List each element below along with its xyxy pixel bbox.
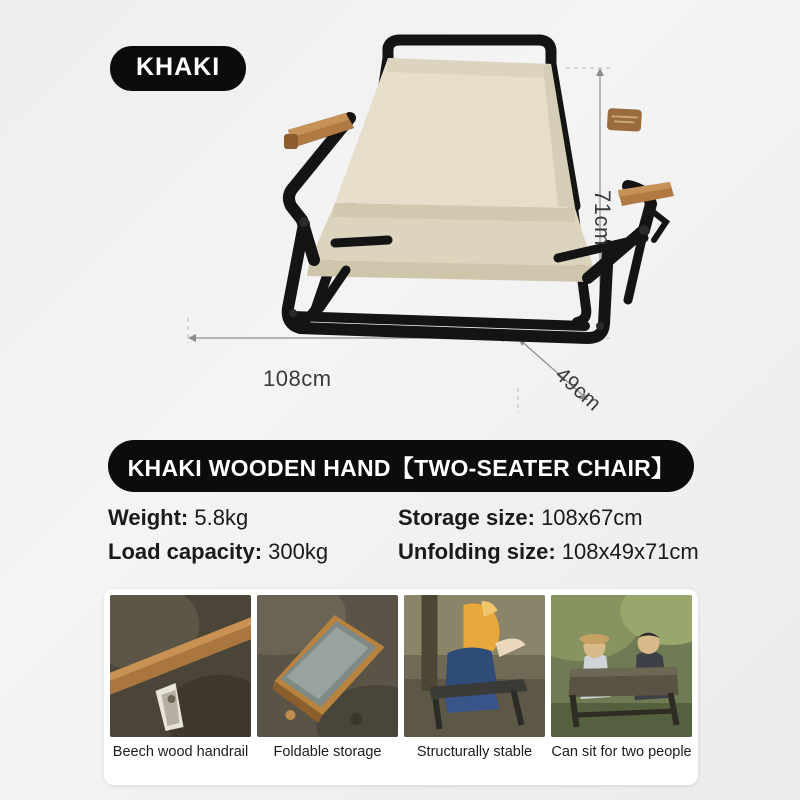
feature-item [257,595,398,779]
feature-item [404,595,545,779]
feature-item [551,595,692,779]
spec-weight-label: Weight: [108,505,189,530]
spec-weight [108,505,398,531]
spec-storage-size [398,505,748,531]
feature-caption: Can sit for two people [551,744,692,760]
feature-thumbnail-foldable [257,595,398,737]
spec-unfolding-size-label: Unfolding size: [398,539,556,564]
spec-storage-size-value: 108x67cm [541,505,643,530]
feature-thumbnail-stable [404,595,545,737]
dimension-width: 108cm [263,366,332,391]
feature-thumbnail-two-people [551,595,692,737]
chair-fabric [307,58,593,282]
product-title: KHAKI WOODEN HAND【TWO-SEATER CHAIR】 [108,440,694,492]
wooden-armrest-left [284,113,354,149]
spec-unfolding-size [398,539,748,565]
color-badge: KHAKI [110,46,246,91]
spec-load-capacity-label: Load capacity: [108,539,263,564]
feature-item [110,595,251,779]
spec-grid [108,505,748,565]
feature-thumbnail-handrail [110,595,251,737]
brand-patch [607,108,642,132]
dimension-height: 71cm [590,190,615,246]
spec-unfolding-size-value: 108x49x71cm [561,539,699,564]
spec-storage-size-label: Storage size: [398,505,535,530]
feature-caption: Foldable storage [273,744,382,760]
feature-photo-strip [104,589,698,785]
hero-product-section [88,8,718,438]
feature-caption: Beech wood handrail [112,744,249,760]
spec-load-capacity-value: 300kg [268,539,329,564]
feature-caption: Structurally stable [416,744,533,760]
dimension-depth: 49cm [550,363,606,416]
spec-load-capacity [108,539,398,565]
spec-weight-value: 5.8kg [194,505,249,530]
